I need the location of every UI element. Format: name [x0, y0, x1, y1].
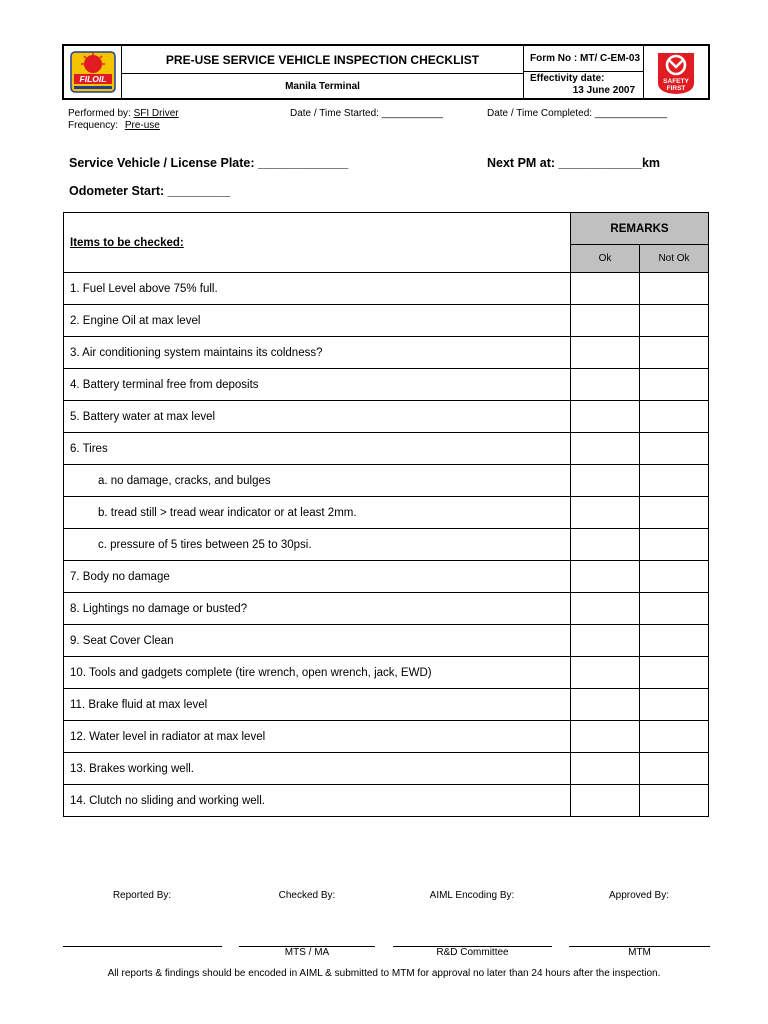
checklist-body	[64, 273, 709, 817]
checklist-row	[64, 657, 709, 689]
checklist-item-text: 3. Air conditioning system maintains its coldness?	[64, 337, 571, 369]
checklist-item-text: b. tread still > tread wear indicator or at least 2mm.	[64, 497, 571, 529]
not-ok-header: Not Ok	[640, 245, 709, 273]
date-time-started[interactable]: Date / Time Started: ___________	[290, 108, 443, 119]
ok-checkbox-cell[interactable]	[571, 497, 640, 529]
checklist-row	[64, 401, 709, 433]
ok-checkbox-cell[interactable]	[571, 657, 640, 689]
ok-checkbox-cell[interactable]	[571, 465, 640, 497]
not-ok-checkbox-cell[interactable]	[640, 721, 709, 753]
effectivity-date	[524, 72, 643, 98]
not-ok-checkbox-cell[interactable]	[640, 465, 709, 497]
filoil-logo-icon	[69, 50, 117, 94]
filoil-logo-cell	[64, 46, 122, 98]
checklist-item-text: 12. Water level in radiator at max level	[64, 721, 571, 753]
checklist-item-text: 9. Seat Cover Clean	[64, 625, 571, 657]
not-ok-checkbox-cell[interactable]	[640, 529, 709, 561]
checklist-item-text: 14. Clutch no sliding and working well.	[64, 785, 571, 817]
form-no-value: MT/ C-EM-03	[580, 53, 640, 64]
effectivity-label: Effectivity date:	[530, 73, 605, 84]
form-title: PRE-USE SERVICE VEHICLE INSPECTION CHECKLIST	[122, 46, 523, 74]
reported-by-signature-line[interactable]	[63, 946, 222, 947]
not-ok-checkbox-cell[interactable]	[640, 337, 709, 369]
frequency	[68, 120, 160, 131]
checklist-item-text: 4. Battery terminal free from deposits	[64, 369, 571, 401]
table-header-row	[64, 213, 709, 245]
safety-text: SAFETY	[663, 78, 689, 85]
checklist-row	[64, 497, 709, 529]
checklist-row	[64, 529, 709, 561]
not-ok-checkbox-cell[interactable]	[640, 625, 709, 657]
checklist-item-text: 7. Body no damage	[64, 561, 571, 593]
inspection-checklist-table	[63, 212, 709, 817]
ok-checkbox-cell[interactable]	[571, 561, 640, 593]
checklist-row	[64, 273, 709, 305]
footer-note: All reports & findings should be encoded in AIML & submitted to MTM for approval no later than 24 hours after the inspection.	[107, 968, 661, 979]
checklist-row	[64, 305, 709, 337]
checklist-row	[64, 369, 709, 401]
ok-checkbox-cell[interactable]	[571, 785, 640, 817]
frequency-value: Pre-use	[124, 120, 160, 131]
ok-checkbox-cell[interactable]	[571, 273, 640, 305]
remarks-header: REMARKS	[571, 213, 709, 245]
not-ok-checkbox-cell[interactable]	[640, 689, 709, 721]
checklist-item-text: 8. Lightings no damage or busted?	[64, 593, 571, 625]
ok-checkbox-cell[interactable]	[571, 401, 640, 433]
next-pm-field[interactable]: Next PM at: ____________km	[487, 156, 661, 170]
safety-first-icon	[654, 49, 698, 95]
approved-by-role: MTM	[628, 947, 651, 958]
odometer-start-field[interactable]: Odometer Start: _________	[69, 184, 231, 198]
aiml-encoding-by-label: AIML Encoding By:	[429, 890, 515, 901]
not-ok-checkbox-cell[interactable]	[640, 657, 709, 689]
reported-by-label: Reported By:	[112, 890, 172, 901]
form-info-cell	[524, 46, 644, 98]
approved-by-label: Approved By:	[608, 890, 670, 901]
checklist-row	[64, 753, 709, 785]
ok-checkbox-cell[interactable]	[571, 689, 640, 721]
not-ok-checkbox-cell[interactable]	[640, 785, 709, 817]
checklist-row	[64, 433, 709, 465]
checklist-item-text: 13. Brakes working well.	[64, 753, 571, 785]
checked-by-role: MTS / MA	[284, 947, 330, 958]
ok-header: Ok	[571, 245, 640, 273]
not-ok-checkbox-cell[interactable]	[640, 305, 709, 337]
ok-checkbox-cell[interactable]	[571, 337, 640, 369]
checklist-item-text: 1. Fuel Level above 75% full.	[64, 273, 571, 305]
checklist-item-text: 10. Tools and gadgets complete (tire wrench, open wrench, jack, EWD)	[64, 657, 571, 689]
effectivity-value: 13 June 2007	[572, 85, 635, 96]
checklist-row	[64, 625, 709, 657]
form-header	[62, 44, 710, 100]
performed-value: SFI Driver	[133, 108, 179, 119]
ok-checkbox-cell[interactable]	[571, 593, 640, 625]
checklist-row	[64, 593, 709, 625]
not-ok-checkbox-cell[interactable]	[640, 273, 709, 305]
performed-by	[68, 108, 179, 119]
checklist-item-text: a. no damage, cracks, and bulges	[64, 465, 571, 497]
form-no-label: Form No :	[530, 53, 578, 64]
ok-checkbox-cell[interactable]	[571, 529, 640, 561]
ok-checkbox-cell[interactable]	[571, 433, 640, 465]
title-cell	[122, 46, 524, 98]
checklist-row	[64, 337, 709, 369]
not-ok-checkbox-cell[interactable]	[640, 561, 709, 593]
not-ok-checkbox-cell[interactable]	[640, 369, 709, 401]
not-ok-checkbox-cell[interactable]	[640, 753, 709, 785]
safety-first-cell	[644, 46, 708, 98]
checklist-row	[64, 561, 709, 593]
checklist-row	[64, 785, 709, 817]
not-ok-checkbox-cell[interactable]	[640, 433, 709, 465]
checklist-item-text: c. pressure of 5 tires between 25 to 30psi.	[64, 529, 571, 561]
ok-checkbox-cell[interactable]	[571, 721, 640, 753]
aiml-role: R&D Committee	[436, 947, 509, 958]
checklist-row	[64, 721, 709, 753]
ok-checkbox-cell[interactable]	[571, 625, 640, 657]
checked-by-label: Checked By:	[278, 890, 336, 901]
not-ok-checkbox-cell[interactable]	[640, 401, 709, 433]
checklist-row	[64, 689, 709, 721]
ok-checkbox-cell[interactable]	[571, 753, 640, 785]
checklist-item-text: 11. Brake fluid at max level	[64, 689, 571, 721]
items-header: Items to be checked:	[64, 213, 571, 273]
license-plate-field[interactable]: Service Vehicle / License Plate: _____________	[69, 156, 349, 170]
ok-checkbox-cell[interactable]	[571, 369, 640, 401]
date-time-completed[interactable]: Date / Time Completed: _____________	[487, 108, 668, 119]
not-ok-checkbox-cell[interactable]	[640, 593, 709, 625]
frequency-label: Frequency:	[68, 120, 119, 131]
terminal-name: Manila Terminal	[285, 80, 360, 92]
form-number	[524, 46, 643, 72]
checklist-item-text: 2. Engine Oil at max level	[64, 305, 571, 337]
checklist-item-text: 6. Tires	[64, 433, 571, 465]
ok-checkbox-cell[interactable]	[571, 305, 640, 337]
first-text: FIRST	[666, 85, 686, 92]
performed-label: Performed by:	[68, 108, 131, 119]
not-ok-checkbox-cell[interactable]	[640, 497, 709, 529]
checklist-item-text: 5. Battery water at max level	[64, 401, 571, 433]
logo-text: FILOIL	[79, 74, 106, 84]
checklist-row	[64, 465, 709, 497]
